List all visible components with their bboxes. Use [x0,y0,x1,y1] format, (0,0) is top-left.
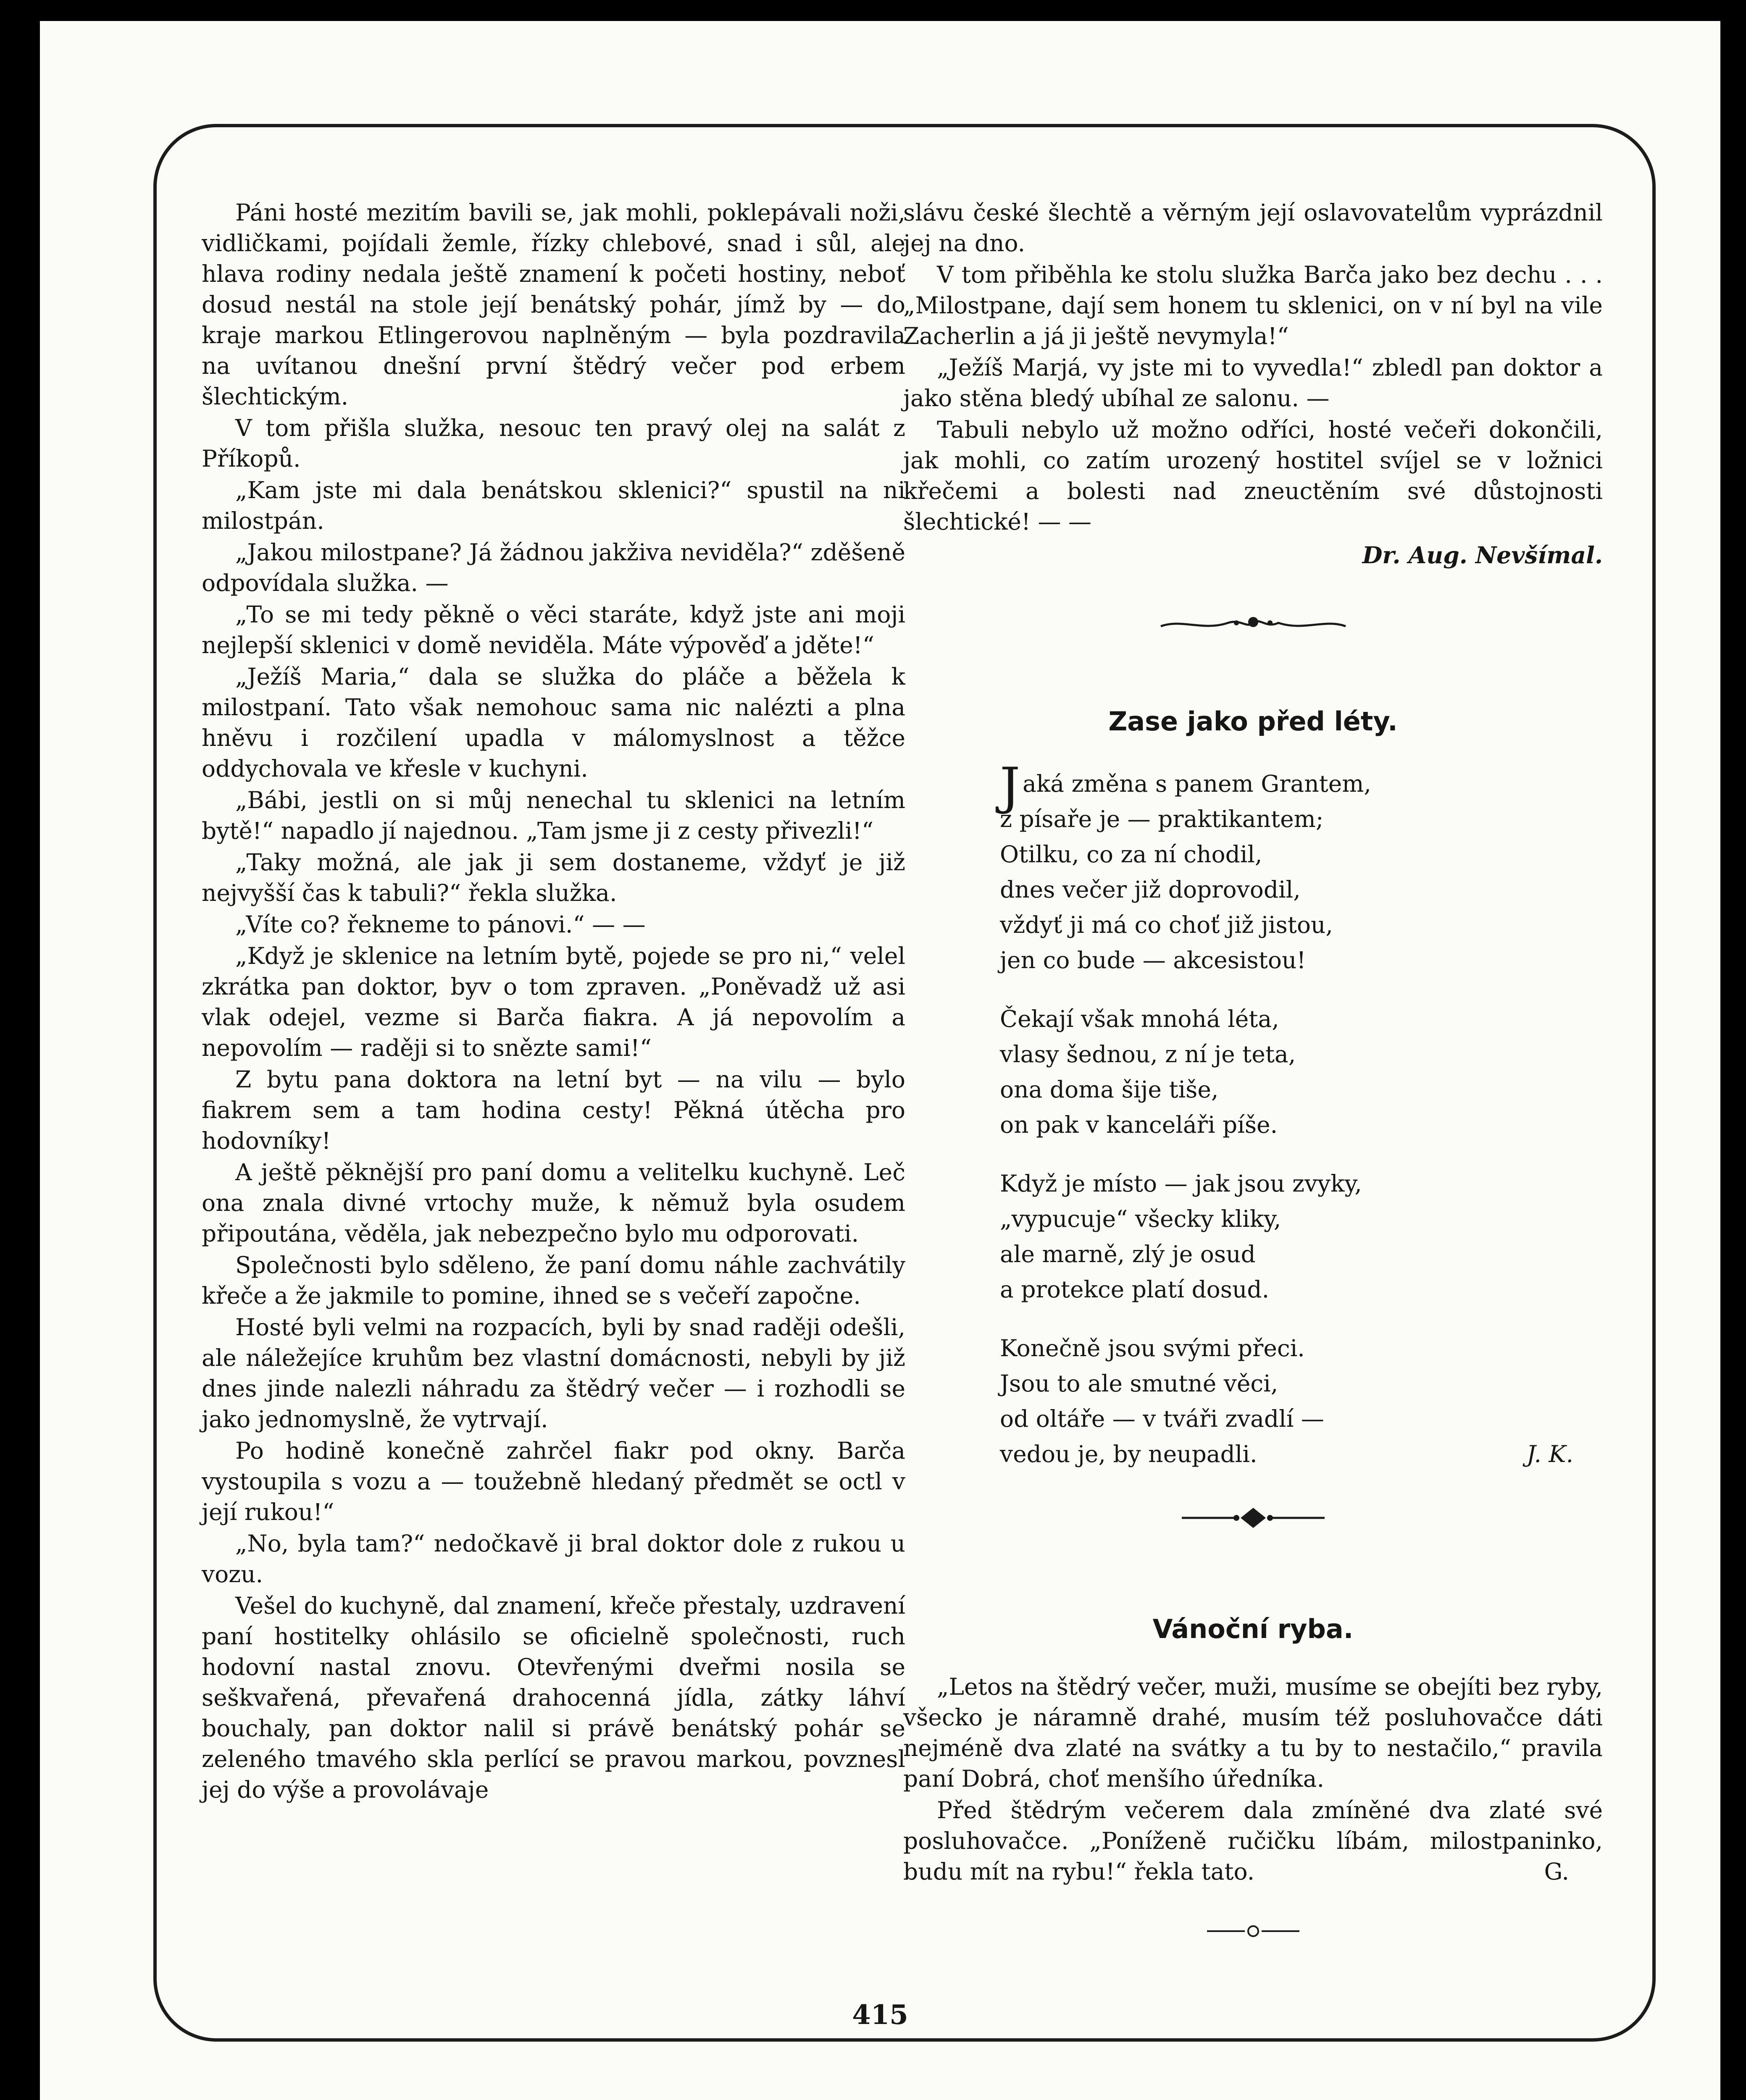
poem-line: a protekce platí dosud. [1000,1276,1270,1303]
paragraph: „Bábi, jestli on si můj nenechal tu sklenici na letním bytě!“ napadlo jí najednou. „Tam jsme ji z cesty přivezli!“ [202,787,905,844]
poem-line: ale marně, zlý je osud [1000,1241,1256,1268]
ornament-divider-icon [903,1505,1603,1538]
paragraph: V tom přišla služka, nesouc ten pravý olej na salát z Příkopů. [202,415,905,472]
poem [903,757,1603,1472]
paragraph: Hosté byli velmi na rozpacích, byli by snad raději odešli, ale náležejíce kruhům bez vlastní domácnosti, nebyli by již dnes jinde nalezli náhradu za štědrý večer — i rozhodli se jako jednomyslně, že vytrvají. [202,1314,905,1433]
drop-cap: J [1000,757,1020,816]
paragraph: „No, byla tam?“ nedočkavě ji bral doktor dole z rukou u vozu. [202,1530,905,1588]
small-ornament-icon [903,1916,1603,1947]
story-signature: G. [1544,1858,1569,1885]
paragraph: Před štědrým večerem dala zmíněné dva zlaté své posluhovačce. „Poníženě ručičku líbám, milostpaninko, budu mít na rybu!“ řekla tato. G. [903,1795,1603,1887]
paragraph: Z bytu pana doktora na letní byt — na vilu — bylo fiakrem sem a tam hodina cesty! Pěkná útěcha pro hodovníky! [202,1066,905,1154]
poem-line: „vypucuje“ všecky kliky, [1000,1205,1281,1232]
poem-line: Jsou to ale smutné věci, [1000,1370,1278,1397]
paragraph: A ještě pěknější pro paní domu a velitelku kuchyně. Leč ona znala divné vrtochy muže, k němuž byla osudem připoutána, věděla, jak nebezpečno bylo mu odporovati. [202,1159,905,1247]
paragraph: „Ježíš Marjá, vy jste mi to vyvedla!“ zbledl pan doktor a jako stěna bledý ubíhal ze salonu. — [903,354,1603,412]
paragraph: „Když je sklenice na letním bytě, pojede se pro ni,“ velel zkrátka pan doktor, byv o tom zpraven. „Poněvadž už asi vlak odejel, vezme si Barča fiakra. A já nepovolím a nepovolím — raději si to snězte sami!“ [202,942,905,1061]
paragraph: Po hodině konečně zahrčel fiakr pod okny. Barča vystoupila s vozu a — toužebně hledaný předmět se octl v její rukou!“ [202,1437,905,1525]
poem-first-line: Jaká změna s panem Grantem, [1000,757,1371,816]
poem-stanza [1000,1001,1603,1142]
poem-line: vlasy šednou, z ní je teta, [1000,1041,1296,1068]
ornament-divider-icon [903,610,1603,643]
continued-paragraph: slávu české šlechtě a věrným její oslavovatelům vyprázdnil jej na dno. [903,199,1603,257]
poem-line: Konečně jsou svými přeci. [1000,1335,1305,1362]
poem-line: ona doma šije tiše, [1000,1076,1219,1103]
paragraph: Společnosti bylo sděleno, že paní domu náhle zachvátily křeče a že jakmile to pomine, ihned se s večeří započne. [202,1252,905,1309]
paragraph: „Kam jste mi dala benátskou sklenici?“ spustil na ni milostpán. [202,477,905,534]
paragraph: „Ježíš Maria,“ dala se služka do pláče a běžela k milostpaní. Tato však nemohouc sama nic nalézti a plna hněvu i rozčilení upadla v málomyslnost a těžce oddychovala ve křesle v kuchyni. [202,663,905,782]
poem-line: dnes večer již doprovodil, [1000,876,1301,903]
story-title: Vánoční ryba. [1152,1614,1354,1644]
paragraph: „To se mi tedy pěkně o věci staráte, když jste ani moji nejlepší sklenici v domě neviděla. Máte výpověď a jděte!“ [202,601,905,659]
poem-stanza [1000,757,1603,978]
poem-initials: J. K. [1526,1441,1573,1467]
poem-title: Zase jako před léty. [1108,706,1398,737]
paragraph: „Víte co? řekneme to pánovi.“ — — [235,911,646,938]
paragraph: Tabuli nebylo už možno odříci, hosté večeři dokončili, jak mohli, co zatím urozený hostitel svíjel se v ložnici křečemi a bolesti nad zneuctěním své důstojnosti šlechtické! — — [903,416,1603,535]
poem-stanza [1000,1166,1603,1307]
poem-line: Když je místo — jak jsou zvyky, [1000,1170,1362,1197]
right-column [903,197,1603,1947]
poem-line: jen co bude — akcesistou! [1000,947,1306,974]
poem-stanza [1000,1331,1603,1472]
poem-line: on pak v kanceláři píše. [1000,1111,1278,1138]
poem-line: Otilku, co za ní chodil, [1000,841,1262,868]
poem-line: Čekají však mnohá léta, [1000,1005,1279,1032]
paragraph: „Letos na štědrý večer, muži, musíme se obejíti bez ryby, všecko je náramně drahé, musím též posluhovačce dáti nejméně dva zlaté na svátky a tu by to nestačilo,“ pravila paní Dobrá, choť menšího úředníka. [903,1673,1603,1792]
paragraph: V tom přiběhla ke stolu služka Barča jako bez dechu . . . „Milostpane, dají sem honem tu sklenici, on v ní byl na vile Zacherlin a já ji ještě nevymyla!“ [903,261,1603,349]
poem-last-line: vedou je, by neupadli. J. K. [1000,1436,1603,1472]
paragraph: „Taky možná, ale jak ji sem dostaneme, vždyť je již nejvyšší čas k tabuli?“ řekla služka. [202,849,905,906]
page-number: 415 [40,1999,1720,2031]
paragraph: Vešel do kuchyně, dal znamení, křeče přestaly, uzdravení paní hostitelky ohlásilo se oficielně společnosti, ruch hodovní nastal znovu. Otevřenými dveřmi nosila se seškvařená, převařená drahocenná jídla, zátky láhví bouchaly, pan doktor nalil si právě benátský pohár se zeleného tmavého skla perlící se pravou markou, povznesl jej do výše a provolávaje [202,1592,905,1803]
poem-line: z písaře je — praktikantem; [1000,806,1324,832]
paragraph: „Jakou milostpane? Já žádnou jakživa neviděla?“ zděšeně odpovídala služka. — [202,539,905,596]
left-column [202,197,905,1806]
author-signature: Dr. Aug. Nevšímal. [1362,541,1603,569]
paragraph: Páni hosté mezitím bavili se, jak mohli, poklepávali noži, vidličkami, pojídali žemle, řízky chlebové, snad i sůl, ale hlava rodiny nedala ještě znamení k početi hostiny, neboť dosud nestál na stole její benátský pohár, jímž by — do kraje markou Etlingerovou naplněným — byla pozdravila na uvítanou dnešní první štědrý večer pod erbem šlechtickým. [202,199,905,410]
page-sheet [40,21,1720,2100]
story-body [903,1672,1603,1887]
poem-line: od oltáře — v tváři zvadlí — [1000,1405,1324,1432]
poem-line: vždyť ji má co choť již jistou, [1000,911,1333,938]
